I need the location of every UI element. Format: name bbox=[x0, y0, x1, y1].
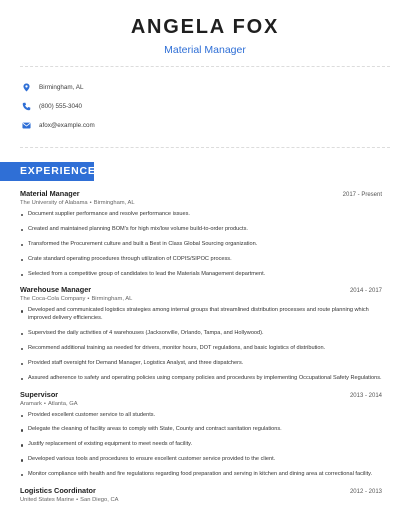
contact-location bbox=[22, 83, 95, 92]
candidate-name: ANGELA FOX bbox=[130, 16, 280, 38]
job-title: Supervisor bbox=[20, 389, 59, 399]
job-bullet: Crate standard operating procedures through utilization of COPIS/SIPOC process. bbox=[20, 256, 382, 264]
contact-email[interactable] bbox=[22, 121, 95, 130]
map-pin-icon bbox=[22, 83, 31, 92]
job-bullet: Provided excellent customer service to all students. bbox=[20, 412, 382, 420]
job-dates: 2017 - Present bbox=[342, 192, 382, 198]
job-separator: • bbox=[89, 200, 92, 206]
job-title: Material Manager bbox=[20, 189, 80, 198]
phone-icon bbox=[22, 102, 31, 111]
contact-info bbox=[22, 83, 95, 140]
job-dates: 2014 - 2017 bbox=[349, 288, 382, 295]
job-location: Birmingham, AL bbox=[93, 200, 135, 206]
job-title: Logistics Coordinator bbox=[20, 485, 96, 495]
job-entry bbox=[20, 486, 382, 505]
job-entry bbox=[20, 189, 382, 278]
job-bullet: Transformed the Procurement culture and built a Best in Class Global Sourcing organization. bbox=[20, 241, 382, 249]
job-bullet: Selected from a competitive group of candidates to lead the Materials Management department. bbox=[20, 271, 382, 279]
job-bullets bbox=[20, 307, 382, 382]
candidate-title: Material Manager bbox=[164, 44, 246, 56]
job-separator: • bbox=[87, 296, 90, 303]
resume-header bbox=[0, 0, 410, 56]
job-dates: 2013 - 2014 bbox=[349, 392, 382, 399]
header-divider bbox=[20, 66, 390, 67]
job-bullet: Assured adherence to safety and operating policies using company policies and procedures by implementing Occupational Safety Regulations. bbox=[20, 375, 382, 383]
job-entry bbox=[20, 390, 382, 479]
job-bullets bbox=[20, 211, 382, 278]
job-bullet: Developed various tools and procedures to ensure excellent customer service provided to the client. bbox=[20, 456, 382, 464]
job-bullet: Monitor compliance with health and fire regulations regarding food preparation and serving in kitchen and dining area at correctional facility. bbox=[20, 471, 382, 479]
job-location: Birmingham, AL bbox=[91, 296, 133, 303]
job-dates: 2012 - 2013 bbox=[349, 488, 382, 495]
job-bullet: Created and maintained planning BOM's for high mix/low volume build-to-order products. bbox=[20, 226, 382, 234]
job-company-line bbox=[20, 199, 382, 208]
contact-location-text: Birmingham, AL bbox=[39, 84, 84, 91]
job-company-line bbox=[20, 496, 382, 505]
job-company: The University of Alabama bbox=[20, 200, 88, 206]
job-bullet: Delegate the cleaning of facility areas to comply with State, County and contract sanitation regulations. bbox=[20, 426, 382, 434]
job-location: Atlanta, GA bbox=[47, 400, 78, 407]
job-bullet: Provided staff oversight for Demand Manager, Logistics Analyst, and three dispatchers. bbox=[20, 360, 382, 368]
job-title: Warehouse Manager bbox=[20, 285, 92, 295]
contact-divider bbox=[20, 147, 390, 148]
job-bullet: Developed and communicated logistics strategies among internal groups that streamlined distribution processes and route planning which improved delivery efficiencies. bbox=[20, 307, 382, 322]
job-bullet: Recommend additional training as needed for drivers, monitor hours, DOT regulations, and basic logistics of distribution. bbox=[20, 345, 382, 353]
job-separator: • bbox=[76, 496, 79, 503]
contact-email-text[interactable]: afox@example.com bbox=[39, 122, 95, 129]
email-icon bbox=[22, 121, 31, 130]
job-bullet: Supervised the daily activities of 4 warehouses (Jacksonville, Orlando, Tampa, and Hollywood). bbox=[20, 330, 382, 338]
contact-phone-text: (800) 555-3040 bbox=[39, 103, 83, 110]
job-separator: • bbox=[43, 400, 46, 407]
experience-list bbox=[20, 189, 382, 508]
job-company: The Coca-Cola Company bbox=[20, 296, 86, 303]
job-location: San Diego, CA bbox=[80, 496, 119, 503]
job-company-line bbox=[20, 400, 382, 409]
job-bullet: Document supplier performance and resolve performance issues. bbox=[20, 211, 382, 219]
job-company: Aramark bbox=[20, 400, 42, 407]
experience-section-heading: EXPERIENCE bbox=[0, 162, 94, 181]
job-entry bbox=[20, 285, 382, 382]
job-company: United States Marine bbox=[20, 496, 75, 503]
job-bullets bbox=[20, 412, 382, 479]
job-company-line bbox=[20, 295, 382, 304]
job-bullet: Justify replacement of existing equipment to meet needs of facility. bbox=[20, 441, 382, 449]
contact-phone bbox=[22, 102, 95, 111]
